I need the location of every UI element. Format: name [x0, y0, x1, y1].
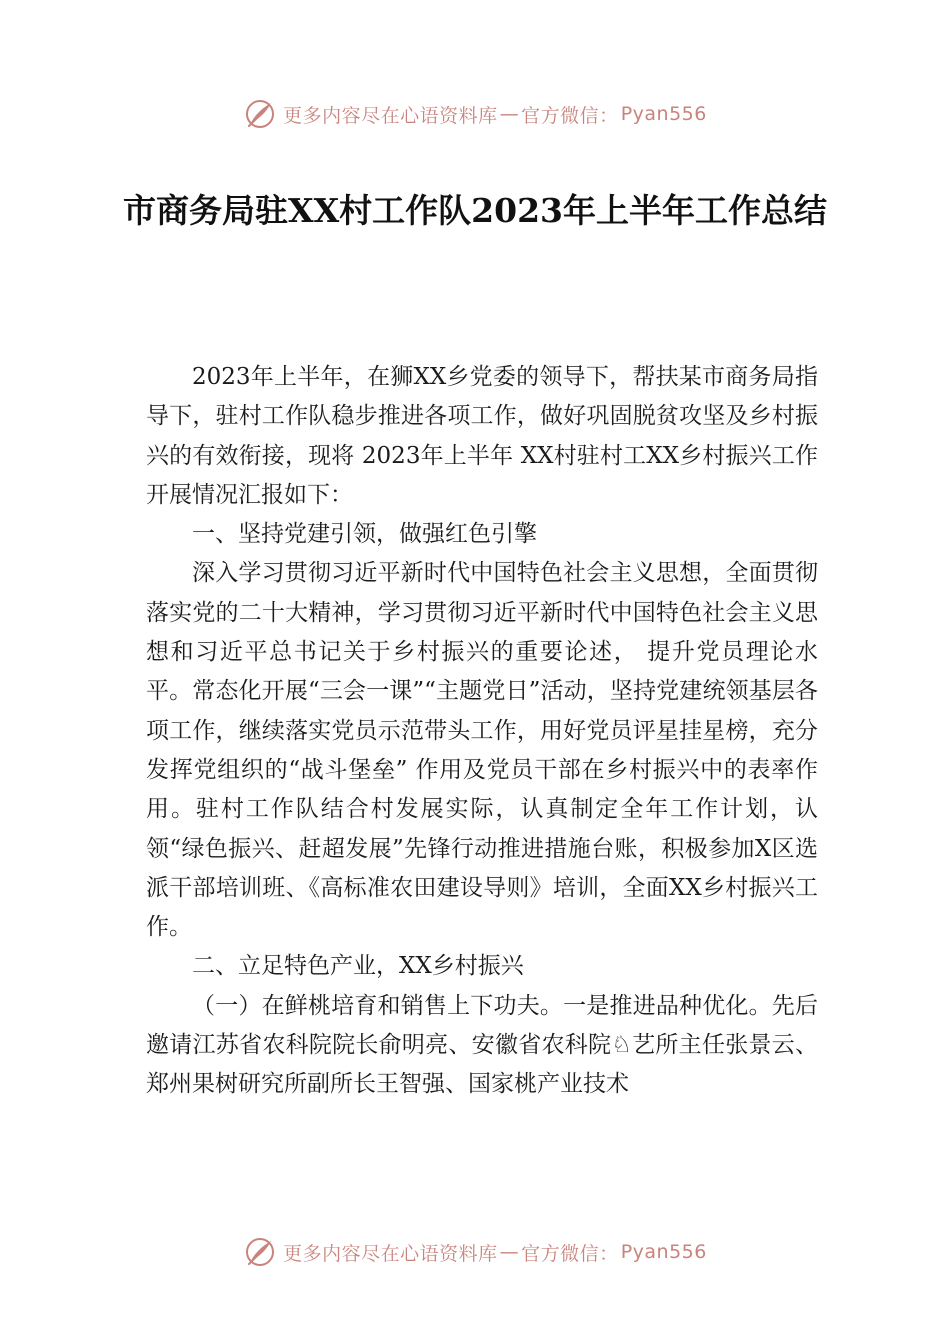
watermark-wechat-id: Pyan556	[620, 103, 707, 125]
watermark-dash: —	[499, 1241, 520, 1263]
section-heading-2: 二、立足特色产业，XX乡村振兴	[192, 953, 524, 980]
watermark-text: 更多内容尽在心语资料库	[283, 104, 498, 127]
watermark-header	[0, 94, 950, 134]
section-heading-1: 一、坚持党建引领，做强红色引擎	[192, 521, 537, 548]
document-title: 市商务局驻XX村工作队2023年上半年工作总结	[122, 191, 828, 230]
quill-circle-icon	[243, 97, 277, 131]
watermark-dash: —	[499, 103, 520, 125]
quill-circle-icon	[243, 1235, 277, 1269]
paragraph-intro: 2023年上半年，在狮XX乡党委的领导下，帮扶某市商务局指导下，驻村工作队稳步推进各项工作，做好巩固脱贫攻坚及乡村振兴的有效衔接，现将 2023年上半年 XX村驻村工XX乡村振兴工作开展情况汇报如下：	[146, 364, 818, 508]
watermark-wechat-label: 官方微信：	[521, 1242, 619, 1265]
watermark-wechat-id: Pyan556	[620, 1241, 707, 1263]
paragraph-peach-industry: （一）在鲜桃培育和销售上下功夫。一是推进品种优化。先后邀请江苏省农科院院长俞明亮、安徽省农科院♘艺所主任张景云、郑州果树研究所副所长王智强、国家桃产业技术	[146, 992, 818, 1098]
watermark-text: 更多内容尽在心语资料库	[283, 1242, 498, 1265]
paragraph-party-building: 深入学习贯彻习近平新时代中国特色社会主义思想，全面贯彻落实党的二十大精神，学习贯彻习近平新时代中国特色社会主义思想和习近平总书记关于乡村振兴的重要论述， 提升党员理论水平。常态化开展“三会一课”“主题党日”活动，坚持党建统领基层各项工作，继续落实党员示范带头工作，用好党员评星挂星榜，充分发挥党组织的“战斗堡垒” 作用及党员干部在乡村振兴中的表率作用。驻村工作队结合村发展实际，认真制定全年工作计划，认领“绿色振兴、赶超发展”先锋行动推进措施台账，积极参加X区选派干部培训班、《高标准农田建设导则》培训，全面XX乡村振兴工作。	[146, 560, 818, 941]
watermark-wechat-label: 官方微信：	[521, 104, 619, 127]
document-body	[146, 358, 818, 1105]
watermark-footer	[0, 1232, 950, 1272]
